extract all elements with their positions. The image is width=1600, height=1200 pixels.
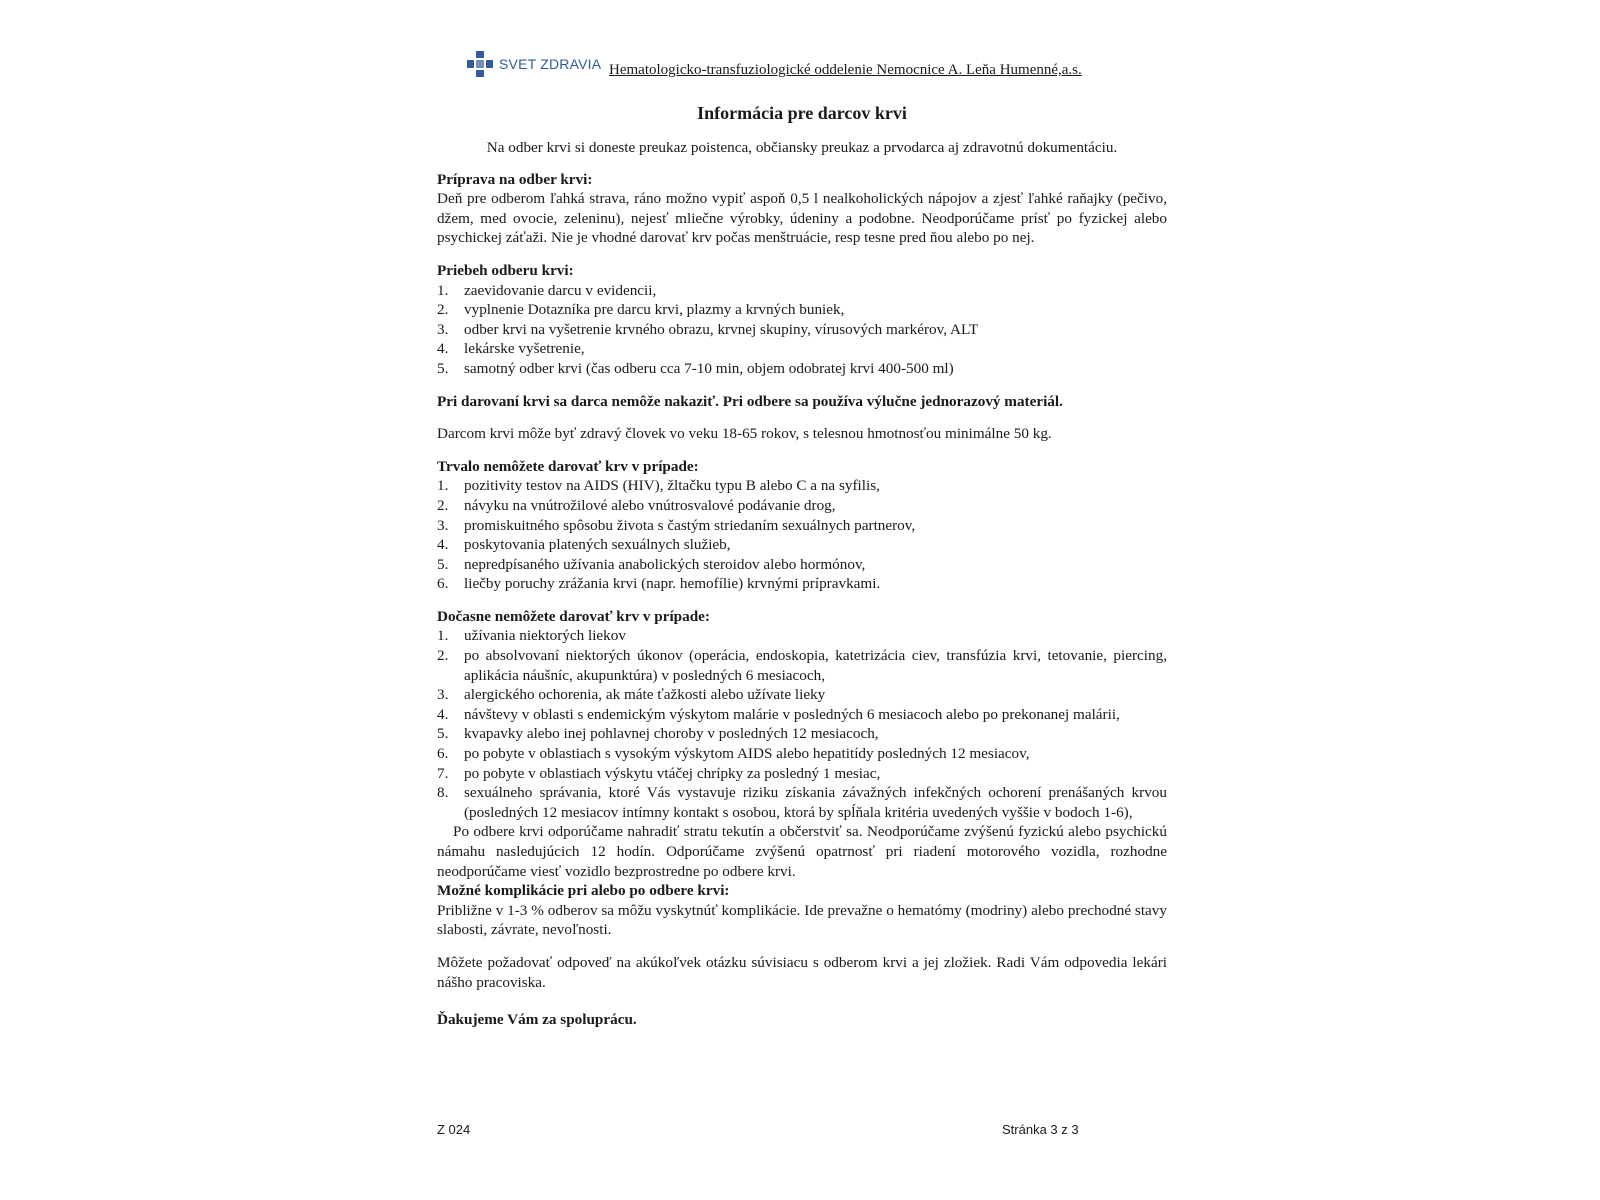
list-item: 3. odber krvi na vyšetrenie krvného obrazu, krvnej skupiny, vírusových markérov, ALT <box>437 320 979 338</box>
document-header <box>467 48 1167 84</box>
permanent-heading: Trvalo nemôžete darovať krv v prípade: <box>437 457 699 475</box>
list-item: 5. kvapavky alebo inej pohlavnej choroby v posledných 12 mesiacoch, <box>437 725 879 743</box>
page-number: Stránka 3 z 3 <box>1002 1122 1079 1137</box>
safety-note: Pri darovaní krvi sa darca nemôže nakaziť. Pri odbere sa používa výlučne jednorazový materiál. <box>437 392 1063 410</box>
list-item: 6. po pobyte v oblastiach s vysokým výskytom AIDS alebo hepatitídy posledných 12 mesiacov, <box>437 745 1030 763</box>
list-item: 1. zaevidovanie darcu v evidencii, <box>437 281 657 299</box>
list-item: 7. po pobyte v oblastiach výskytu vtáčej chrípky za posledný 1 mesiac, <box>437 764 881 782</box>
permanent-list <box>437 476 1167 594</box>
list-item: 4. lekárske vyšetrenie, <box>437 340 585 358</box>
document-body <box>437 102 1167 1030</box>
list-item: 4. návštevy v oblasti s endemickým výskytom malárie v posledných 6 mesiacoch alebo po prekonanej malárii, <box>437 705 1120 723</box>
page-title: Informácia pre darcov krvi <box>697 103 907 123</box>
medical-cross-icon <box>467 51 493 77</box>
logo-text: SVET ZDRAVIA <box>499 56 602 72</box>
list-item: 4. poskytovania platených sexuálnych služieb, <box>437 536 731 554</box>
list-item: 5. nepredpísaného užívania anabolických steroidov alebo hormónov, <box>437 555 866 573</box>
preparation-text: Deň pre odberom ľahká strava, ráno možno vypiť aspoň 0,5 l nealkoholických nápojov a zjesť ľahké raňajky (pečivo, džem, med ovocie, zeleninu), nejesť mliečne výrobky, údeniny a podobne. Neodporúčame prísť po fyzickej alebo psychickej záťaži. Nie je vhodné darovať krv počas menštruácie, resp tesne pred ňou alebo po nej. <box>437 190 1167 247</box>
list-item: 2. návyku na vnútrožilové alebo vnútrosvalové podávanie drog, <box>437 496 836 514</box>
department-name: Hematologicko-transfuziologické oddelenie Nemocnice A. Leňa Humenné,a.s. <box>609 62 1082 78</box>
procedure-heading: Priebeh odberu krvi: <box>437 261 574 279</box>
document-code: Z 024 <box>437 1122 471 1137</box>
intro-text: Na odber krvi si doneste preukaz poistenca, občiansky preukaz a prvodarca aj zdravotnú dokumentáciu. <box>486 139 1118 156</box>
logo <box>467 51 601 77</box>
complications-heading: Možné komplikácie pri alebo po odbere krvi: <box>437 882 730 900</box>
list-item: 2. po absolvovaní niektorých úkonov (operácia, endoskopia, katetrizácia ciev, transfúzia krvi, tetovanie, piercing, aplikácia náušníc, akupunktúra) v posledných 6 mesiacoch, <box>437 647 1167 684</box>
thanks-text: Ďakujeme Vám za spoluprácu. <box>437 1011 637 1029</box>
list-item: 6. liečby poruchy zrážania krvi (napr. hemofílie) krvnými prípravkami. <box>437 575 881 593</box>
list-item: 1. pozitivity testov na AIDS (HIV), žltačku typu B alebo C a na syfilis, <box>437 477 880 495</box>
temporary-list <box>437 626 1167 822</box>
list-item: 1. užívania niektorých liekov <box>437 627 626 645</box>
after-donation-text: Po odbere krvi odporúčame nahradiť stratu tekutín a občerstviť sa. Neodporúčame zvýšenú fyzickú alebo psychickú námahu nasledujúcich 12 hodín. Odporúčame zvýšenú opatrnosť pri riadení motorového vozidla, rozhodne neodporúčame viesť vozidlo bezprostredne po odbere krvi. <box>437 823 1167 880</box>
complications-text: Približne v 1-3 % odberov sa môžu vyskytnúť komplikácie. Ide prevažne o hematómy (modriny) alebo prechodné stavy slabosti, závrate, nevoľnosti. <box>437 901 1167 939</box>
preparation-heading: Príprava na odber krvi: <box>437 170 593 188</box>
temporary-heading: Dočasne nemôžete darovať krv v prípade: <box>437 607 710 625</box>
list-item: 3. promiskuitného spôsobu života s častým striedaním sexuálnych partnerov, <box>437 516 916 534</box>
eligibility-text: Darcom krvi môže byť zdravý človek vo veku 18-65 rokov, s telesnou hmotnosťou minimálne 50 kg. <box>437 425 1052 443</box>
list-item: 5. samotný odber krvi (čas odberu cca 7-10 min, objem odobratej krvi 400-500 ml) <box>437 359 954 377</box>
questions-text: Môžete požadovať odpoveď na akúkoľvek otázku súvisiacu s odberom krvi a jej zložiek. Radi Vám odpovedia lekári nášho pracoviska. <box>437 953 1167 991</box>
list-item: 2. vyplnenie Dotazníka pre darcu krvi, plazmy a krvných buniek, <box>437 301 845 319</box>
procedure-list <box>437 281 1167 379</box>
list-item: 3. alergického ochorenia, ak máte ťažkosti alebo užívate lieky <box>437 686 826 704</box>
list-item: 8. sexuálneho správania, ktoré Vás vystavuje riziku získania závažných infekčných ochorení prenášaných krvou (posledných 12 mesiacov intímny kontakt s osobou, ktorá by spĺňala kritéria uvedených vyššie v bodoch 1-6), <box>437 784 1167 821</box>
